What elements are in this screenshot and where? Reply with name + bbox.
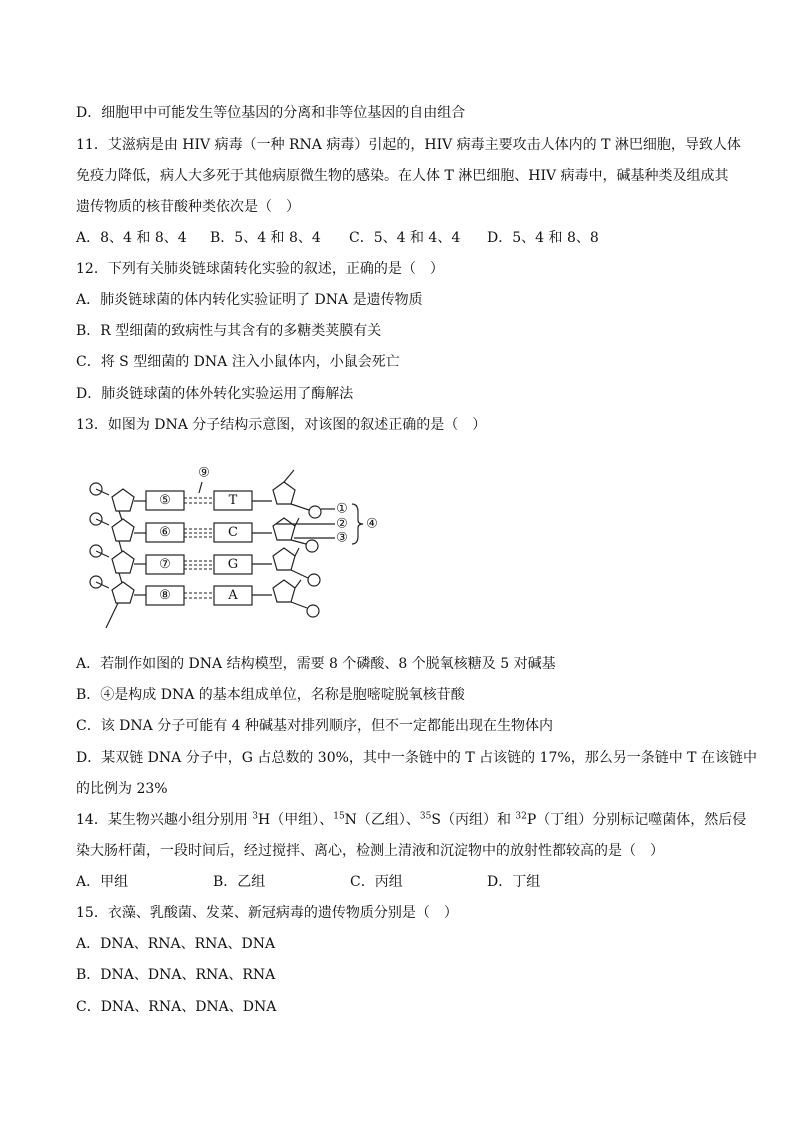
- q11-option-c: C．5、4 和 4、4: [349, 230, 461, 246]
- dna-structure-diagram: [88, 462, 388, 634]
- backbone-link: [119, 541, 122, 552]
- q14-option-d: D．丁组: [487, 874, 541, 890]
- phosphate: [307, 605, 319, 617]
- q13-option-d-line2: 的比例为 23%: [76, 781, 168, 797]
- base-number-8: ⑧: [159, 588, 171, 603]
- q14-option-a: A．甲组: [76, 874, 129, 890]
- phosphate: [90, 483, 102, 495]
- backbone-link: [295, 580, 301, 588]
- phosphate: [309, 506, 321, 518]
- q11-option-b: B．5、4 和 8、4: [210, 230, 321, 246]
- backbone-tail: [284, 470, 294, 482]
- base-number-5: ⑤: [159, 493, 171, 508]
- backbone-link: [119, 573, 122, 583]
- base-letter-g: G: [227, 557, 239, 572]
- isotope-n: 15: [333, 811, 345, 822]
- q11-stem-line2: 免疫力降低，病人大多死于其他病原微生物的感染。在人体 T 淋巴细胞、HIV 病毒中，碱基种类及组成其: [76, 168, 729, 184]
- q15-option-a: A．DNA、RNA、RNA、DNA: [76, 936, 276, 952]
- isotope-h: 3: [252, 811, 258, 822]
- q11-option-a: A．8、4 和 8、4: [76, 230, 187, 246]
- deoxyribose: [273, 518, 295, 540]
- phosphate: [306, 540, 318, 552]
- q14-stem-line2: 染大肠杆菌，一段时间后，经过搅拌、离心，检测上清液和沉淀物中的放射性都较高的是（ ）: [76, 843, 664, 859]
- q14-stem-line1: 14．某生物兴趣小组分别用 $^3$H（甲组）、$^{15}$N（乙组）、$^{35}$S（丙组）和 $^{32}$P（丁组）分别标记噬菌体，然后侵: [76, 811, 747, 828]
- q10-option-d: D．细胞甲中可能发生等位基因的分离和非等位基因的自由组合: [76, 105, 466, 121]
- q14-options: [76, 872, 726, 892]
- q12-option-b: B．R 型细菌的致病性与其含有的多糖类荚膜有关: [76, 323, 382, 339]
- backbone-tail: [106, 603, 118, 628]
- q11-options: [76, 228, 726, 248]
- base-letter-t: T: [228, 493, 238, 508]
- deoxyribose: [112, 582, 134, 603]
- q15-stem: 15．衣藻、乳酸菌、发菜、新冠病毒的遗传物质分别是（ ）: [76, 905, 458, 921]
- label-9: ⑨: [198, 465, 210, 481]
- backbone-link: [291, 540, 306, 544]
- brace: [352, 504, 363, 544]
- backbone-link: [295, 548, 299, 556]
- isotope-p: 32: [515, 811, 527, 822]
- q13-option-a: A．若制作如图的 DNA 结构模型，需要 8 个磷酸、8 个脱氧核糖及 5 对碱基: [76, 656, 556, 672]
- backbone-link: [291, 602, 307, 608]
- phosphate: [90, 513, 102, 525]
- q11-stem-line1: 11．艾滋病是由 HIV 病毒（一种 RNA 病毒）引起的，HIV 病毒主要攻击人体内的 T 淋巴细胞，导致人体: [76, 137, 741, 153]
- leader-line-9: [199, 482, 202, 493]
- q13-stem: 13．如图为 DNA 分子结构示意图，对该图的叙述正确的是（ ）: [76, 417, 487, 433]
- q12-option-a: A．肺炎链球菌的体内转化实验证明了 DNA 是遗传物质: [76, 292, 423, 308]
- base-letter-a: A: [228, 588, 238, 603]
- q14-option-b: B．乙组: [213, 874, 266, 890]
- q12-option-d: D．肺炎链球菌的体外转化实验运用了酶解法: [76, 386, 354, 402]
- phosphate: [90, 576, 102, 588]
- deoxyribose: [112, 489, 134, 511]
- backbone-link: [291, 504, 309, 510]
- base-letter-c: C: [228, 525, 238, 540]
- base-number-7: ⑦: [159, 557, 171, 572]
- label-3: ③: [336, 530, 348, 546]
- label-2: ②: [336, 516, 348, 532]
- q15-option-c: C．DNA、RNA、DNA、DNA: [76, 999, 277, 1015]
- q14-option-c: C．丙组: [350, 874, 403, 890]
- q11-stem-line3: 遗传物质的核苷酸种类依次是（ ）: [76, 199, 300, 215]
- phosphate: [308, 574, 320, 586]
- q15-option-b: B．DNA、DNA、RNA、RNA: [76, 967, 276, 983]
- deoxyribose: [112, 519, 134, 541]
- q13-option-c: C．该 DNA 分子可能有 4 种碱基对排列顺序，但不一定都能出现在生物体内: [76, 718, 554, 734]
- label-4: ④: [366, 516, 378, 532]
- q13-option-b: B．④是构成 DNA 的基本组成单位，名称是胞嘧啶脱氧核苷酸: [76, 687, 465, 703]
- deoxyribose: [273, 580, 295, 602]
- isotope-s: 35: [419, 811, 432, 822]
- deoxyribose: [112, 551, 134, 573]
- q12-stem: 12．下列有关肺炎链球菌转化实验的叙述，正确的是（ ）: [76, 261, 444, 277]
- q12-option-c: C．将 S 型细菌的 DNA 注入小鼠体内，小鼠会死亡: [76, 354, 400, 370]
- deoxyribose: [273, 548, 295, 570]
- backbone-link: [295, 518, 299, 526]
- q13-option-d-line1: D．某双链 DNA 分子中，G 占总数的 30%，其中一条链中的 T 占该链的 17%，那么另一条链中 T 在该链中: [76, 750, 757, 766]
- q11-option-d: D．5、4 和 8、8: [487, 230, 599, 246]
- label-1: ①: [336, 501, 348, 517]
- backbone-link: [291, 570, 308, 578]
- phosphate: [90, 545, 102, 557]
- deoxyribose: [273, 482, 295, 504]
- backbone-link: [119, 511, 122, 520]
- base-number-6: ⑥: [159, 525, 171, 540]
